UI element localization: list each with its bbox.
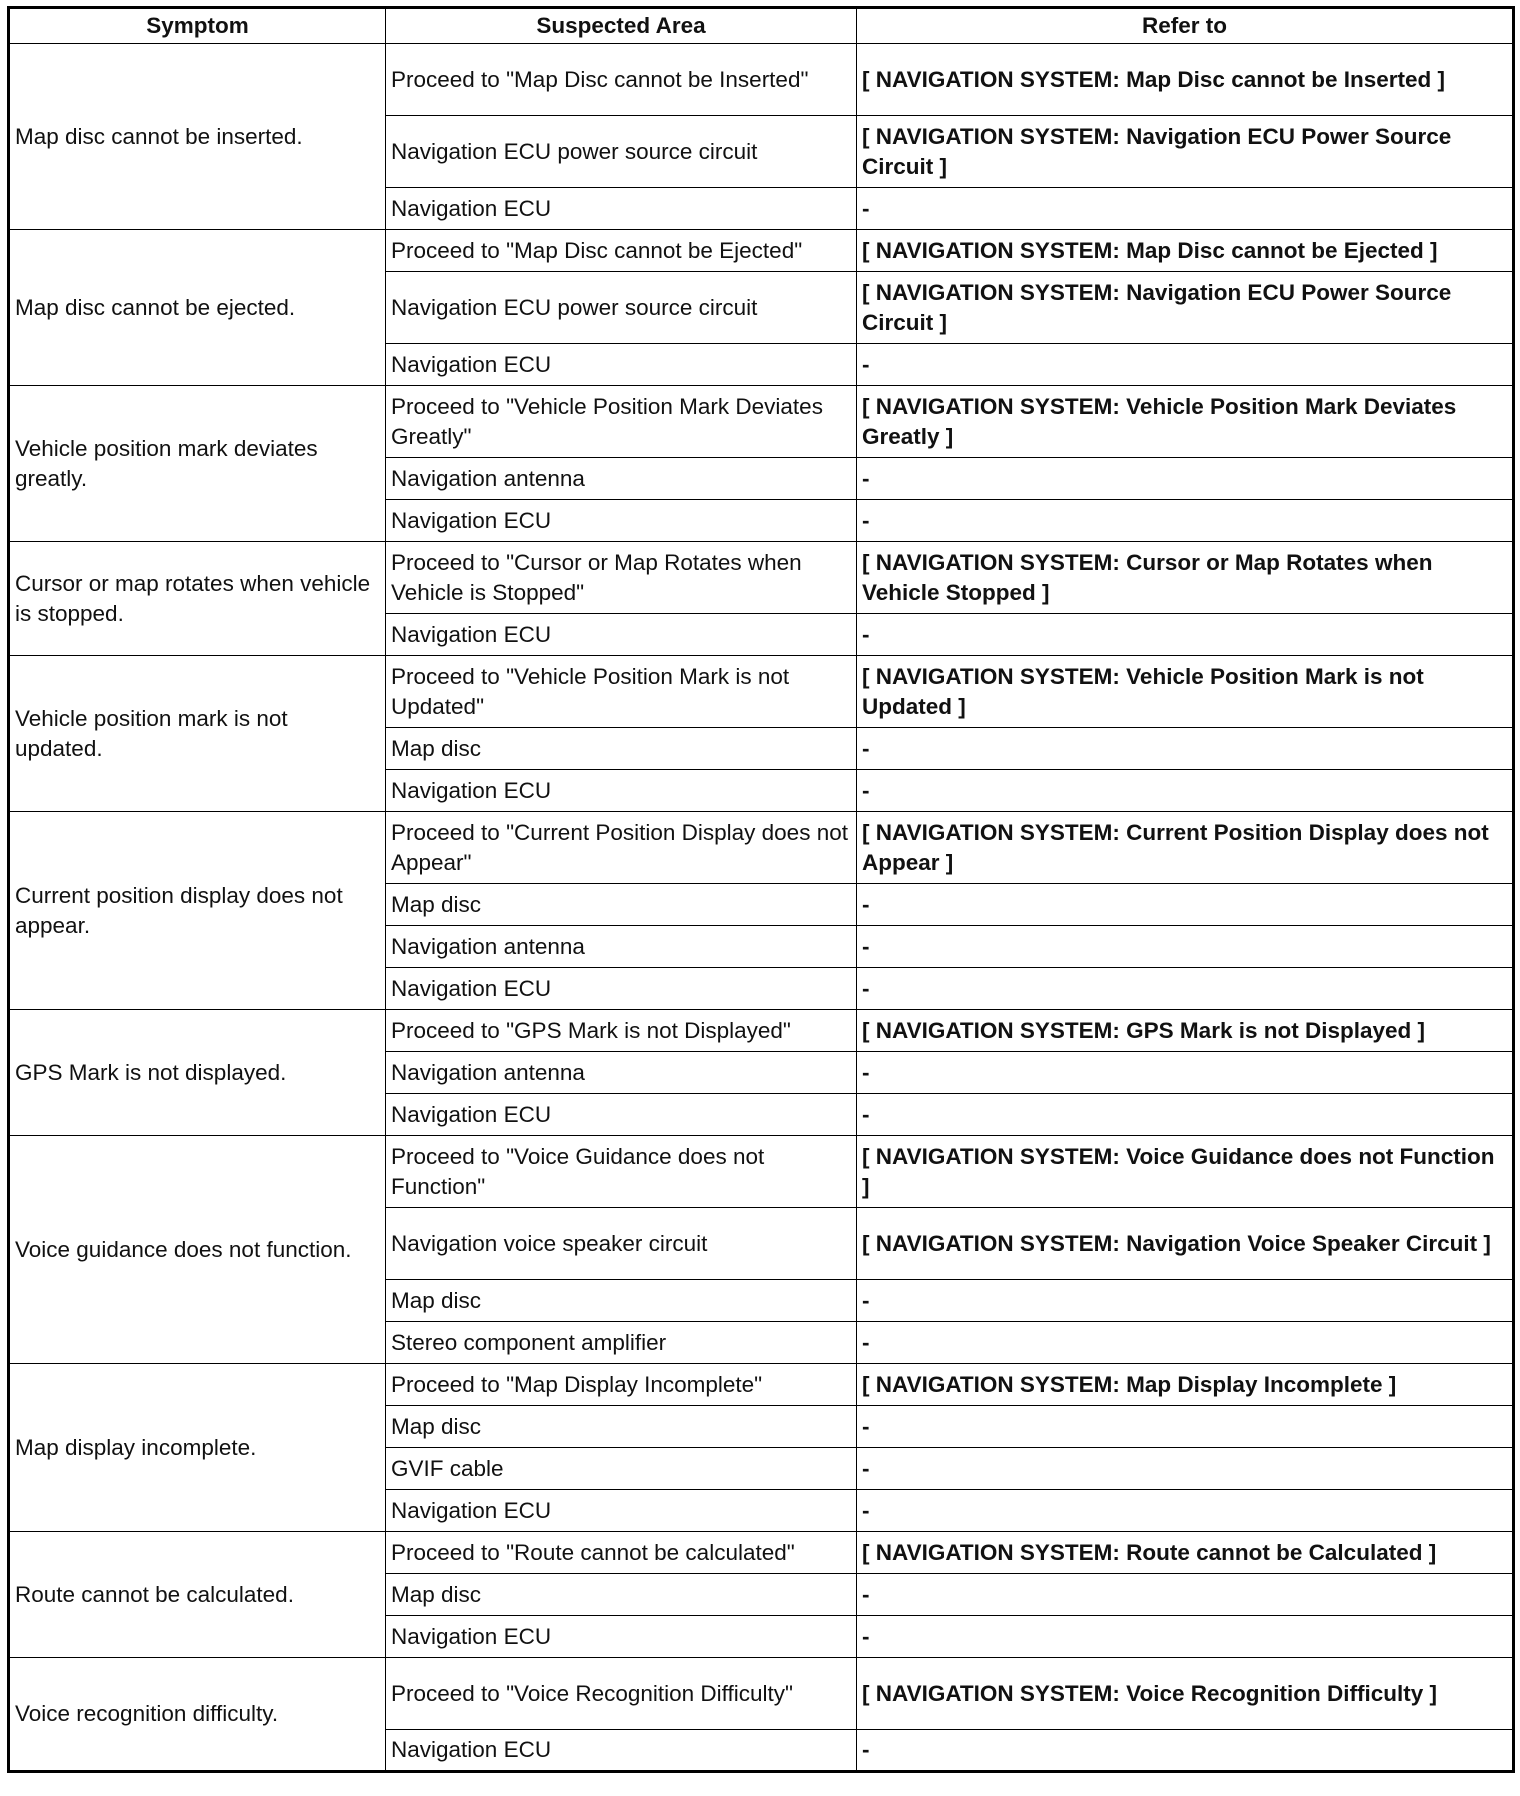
symptom-cell: Vehicle position mark is not updated. (9, 656, 386, 812)
suspected-area-cell: Navigation ECU (386, 614, 857, 656)
refer-to-cell: - (857, 1574, 1514, 1616)
suspected-area-cell: Proceed to "Vehicle Position Mark Deviates Greatly" (386, 386, 857, 458)
suspected-area-cell: Navigation antenna (386, 926, 857, 968)
refer-to-cell: - (857, 1052, 1514, 1094)
refer-to-cell: - (857, 500, 1514, 542)
refer-to-cell: - (857, 1322, 1514, 1364)
refer-to-cell[interactable]: [ NAVIGATION SYSTEM: Map Display Incomplete ] (857, 1364, 1514, 1406)
refer-to-cell: - (857, 884, 1514, 926)
refer-to-cell: - (857, 1490, 1514, 1532)
symptom-cell: Map display incomplete. (9, 1364, 386, 1532)
suspected-area-cell: Proceed to "Voice Recognition Difficulty" (386, 1658, 857, 1730)
table-row (9, 1532, 1514, 1574)
header-suspected-area: Suspected Area (386, 8, 857, 44)
refer-to-cell: - (857, 1730, 1514, 1772)
table-row (9, 812, 1514, 884)
symptom-cell: Current position display does not appear. (9, 812, 386, 1010)
suspected-area-cell: Navigation ECU (386, 770, 857, 812)
suspected-area-cell: Navigation ECU (386, 500, 857, 542)
refer-to-cell: - (857, 1094, 1514, 1136)
suspected-area-cell: Proceed to "GPS Mark is not Displayed" (386, 1010, 857, 1052)
refer-to-cell[interactable]: [ NAVIGATION SYSTEM: Vehicle Position Mark is not Updated ] (857, 656, 1514, 728)
suspected-area-cell: Navigation ECU (386, 1616, 857, 1658)
suspected-area-cell: Navigation ECU (386, 1490, 857, 1532)
suspected-area-cell: Map disc (386, 1574, 857, 1616)
suspected-area-cell: Map disc (386, 1406, 857, 1448)
table-row (9, 386, 1514, 458)
table-row (9, 1010, 1514, 1052)
refer-to-cell: - (857, 344, 1514, 386)
suspected-area-cell: Navigation ECU (386, 188, 857, 230)
refer-to-cell: - (857, 1616, 1514, 1658)
refer-to-cell: - (857, 770, 1514, 812)
suspected-area-cell: Navigation ECU (386, 1094, 857, 1136)
refer-to-cell: - (857, 728, 1514, 770)
suspected-area-cell: GVIF cable (386, 1448, 857, 1490)
refer-to-cell[interactable]: [ NAVIGATION SYSTEM: Current Position Display does not Appear ] (857, 812, 1514, 884)
symptom-cell: Map disc cannot be ejected. (9, 230, 386, 386)
refer-to-cell[interactable]: [ NAVIGATION SYSTEM: Voice Recognition Difficulty ] (857, 1658, 1514, 1730)
suspected-area-cell: Proceed to "Map Display Incomplete" (386, 1364, 857, 1406)
suspected-area-cell: Map disc (386, 884, 857, 926)
refer-to-cell: - (857, 1448, 1514, 1490)
symptom-cell: Route cannot be calculated. (9, 1532, 386, 1658)
suspected-area-cell: Proceed to "Voice Guidance does not Function" (386, 1136, 857, 1208)
refer-to-cell[interactable]: [ NAVIGATION SYSTEM: GPS Mark is not Displayed ] (857, 1010, 1514, 1052)
refer-to-cell[interactable]: [ NAVIGATION SYSTEM: Navigation Voice Speaker Circuit ] (857, 1208, 1514, 1280)
suspected-area-cell: Navigation ECU power source circuit (386, 116, 857, 188)
refer-to-cell: - (857, 614, 1514, 656)
refer-to-cell: - (857, 1406, 1514, 1448)
symptom-cell: Voice recognition difficulty. (9, 1658, 386, 1772)
header-symptom: Symptom (9, 8, 386, 44)
suspected-area-cell: Stereo component amplifier (386, 1322, 857, 1364)
symptom-cell: Vehicle position mark deviates greatly. (9, 386, 386, 542)
suspected-area-cell: Navigation voice speaker circuit (386, 1208, 857, 1280)
suspected-area-cell: Navigation ECU (386, 344, 857, 386)
table-row (9, 1364, 1514, 1406)
refer-to-cell: - (857, 926, 1514, 968)
refer-to-cell: - (857, 188, 1514, 230)
table-row (9, 230, 1514, 272)
refer-to-cell: - (857, 1280, 1514, 1322)
suspected-area-cell: Proceed to "Map Disc cannot be Ejected" (386, 230, 857, 272)
header-refer-to: Refer to (857, 8, 1514, 44)
suspected-area-cell: Proceed to "Map Disc cannot be Inserted" (386, 44, 857, 116)
refer-to-cell[interactable]: [ NAVIGATION SYSTEM: Map Disc cannot be Inserted ] (857, 44, 1514, 116)
suspected-area-cell: Navigation antenna (386, 458, 857, 500)
suspected-area-cell: Map disc (386, 1280, 857, 1322)
table-row (9, 656, 1514, 728)
troubleshooting-table (7, 6, 1515, 1773)
header-row (9, 8, 1514, 44)
symptom-cell: Map disc cannot be inserted. (9, 44, 386, 230)
suspected-area-cell: Navigation ECU power source circuit (386, 272, 857, 344)
refer-to-cell[interactable]: [ NAVIGATION SYSTEM: Navigation ECU Power Source Circuit ] (857, 116, 1514, 188)
refer-to-cell[interactable]: [ NAVIGATION SYSTEM: Navigation ECU Power Source Circuit ] (857, 272, 1514, 344)
suspected-area-cell: Navigation ECU (386, 968, 857, 1010)
refer-to-cell[interactable]: [ NAVIGATION SYSTEM: Vehicle Position Mark Deviates Greatly ] (857, 386, 1514, 458)
table-row (9, 1658, 1514, 1730)
refer-to-cell[interactable]: [ NAVIGATION SYSTEM: Cursor or Map Rotates when Vehicle Stopped ] (857, 542, 1514, 614)
suspected-area-cell: Proceed to "Cursor or Map Rotates when Vehicle is Stopped" (386, 542, 857, 614)
symptom-cell: Voice guidance does not function. (9, 1136, 386, 1364)
refer-to-cell[interactable]: [ NAVIGATION SYSTEM: Map Disc cannot be Ejected ] (857, 230, 1514, 272)
suspected-area-cell: Map disc (386, 728, 857, 770)
suspected-area-cell: Proceed to "Current Position Display does not Appear" (386, 812, 857, 884)
symptom-cell: GPS Mark is not displayed. (9, 1010, 386, 1136)
suspected-area-cell: Proceed to "Vehicle Position Mark is not Updated" (386, 656, 857, 728)
refer-to-cell[interactable]: [ NAVIGATION SYSTEM: Voice Guidance does not Function ] (857, 1136, 1514, 1208)
suspected-area-cell: Navigation antenna (386, 1052, 857, 1094)
table-body (9, 44, 1514, 1772)
suspected-area-cell: Proceed to "Route cannot be calculated" (386, 1532, 857, 1574)
suspected-area-cell: Navigation ECU (386, 1730, 857, 1772)
table-row (9, 1136, 1514, 1208)
refer-to-cell[interactable]: [ NAVIGATION SYSTEM: Route cannot be Calculated ] (857, 1532, 1514, 1574)
symptom-cell: Cursor or map rotates when vehicle is stopped. (9, 542, 386, 656)
refer-to-cell: - (857, 968, 1514, 1010)
table-row (9, 542, 1514, 614)
refer-to-cell: - (857, 458, 1514, 500)
table-row (9, 44, 1514, 116)
